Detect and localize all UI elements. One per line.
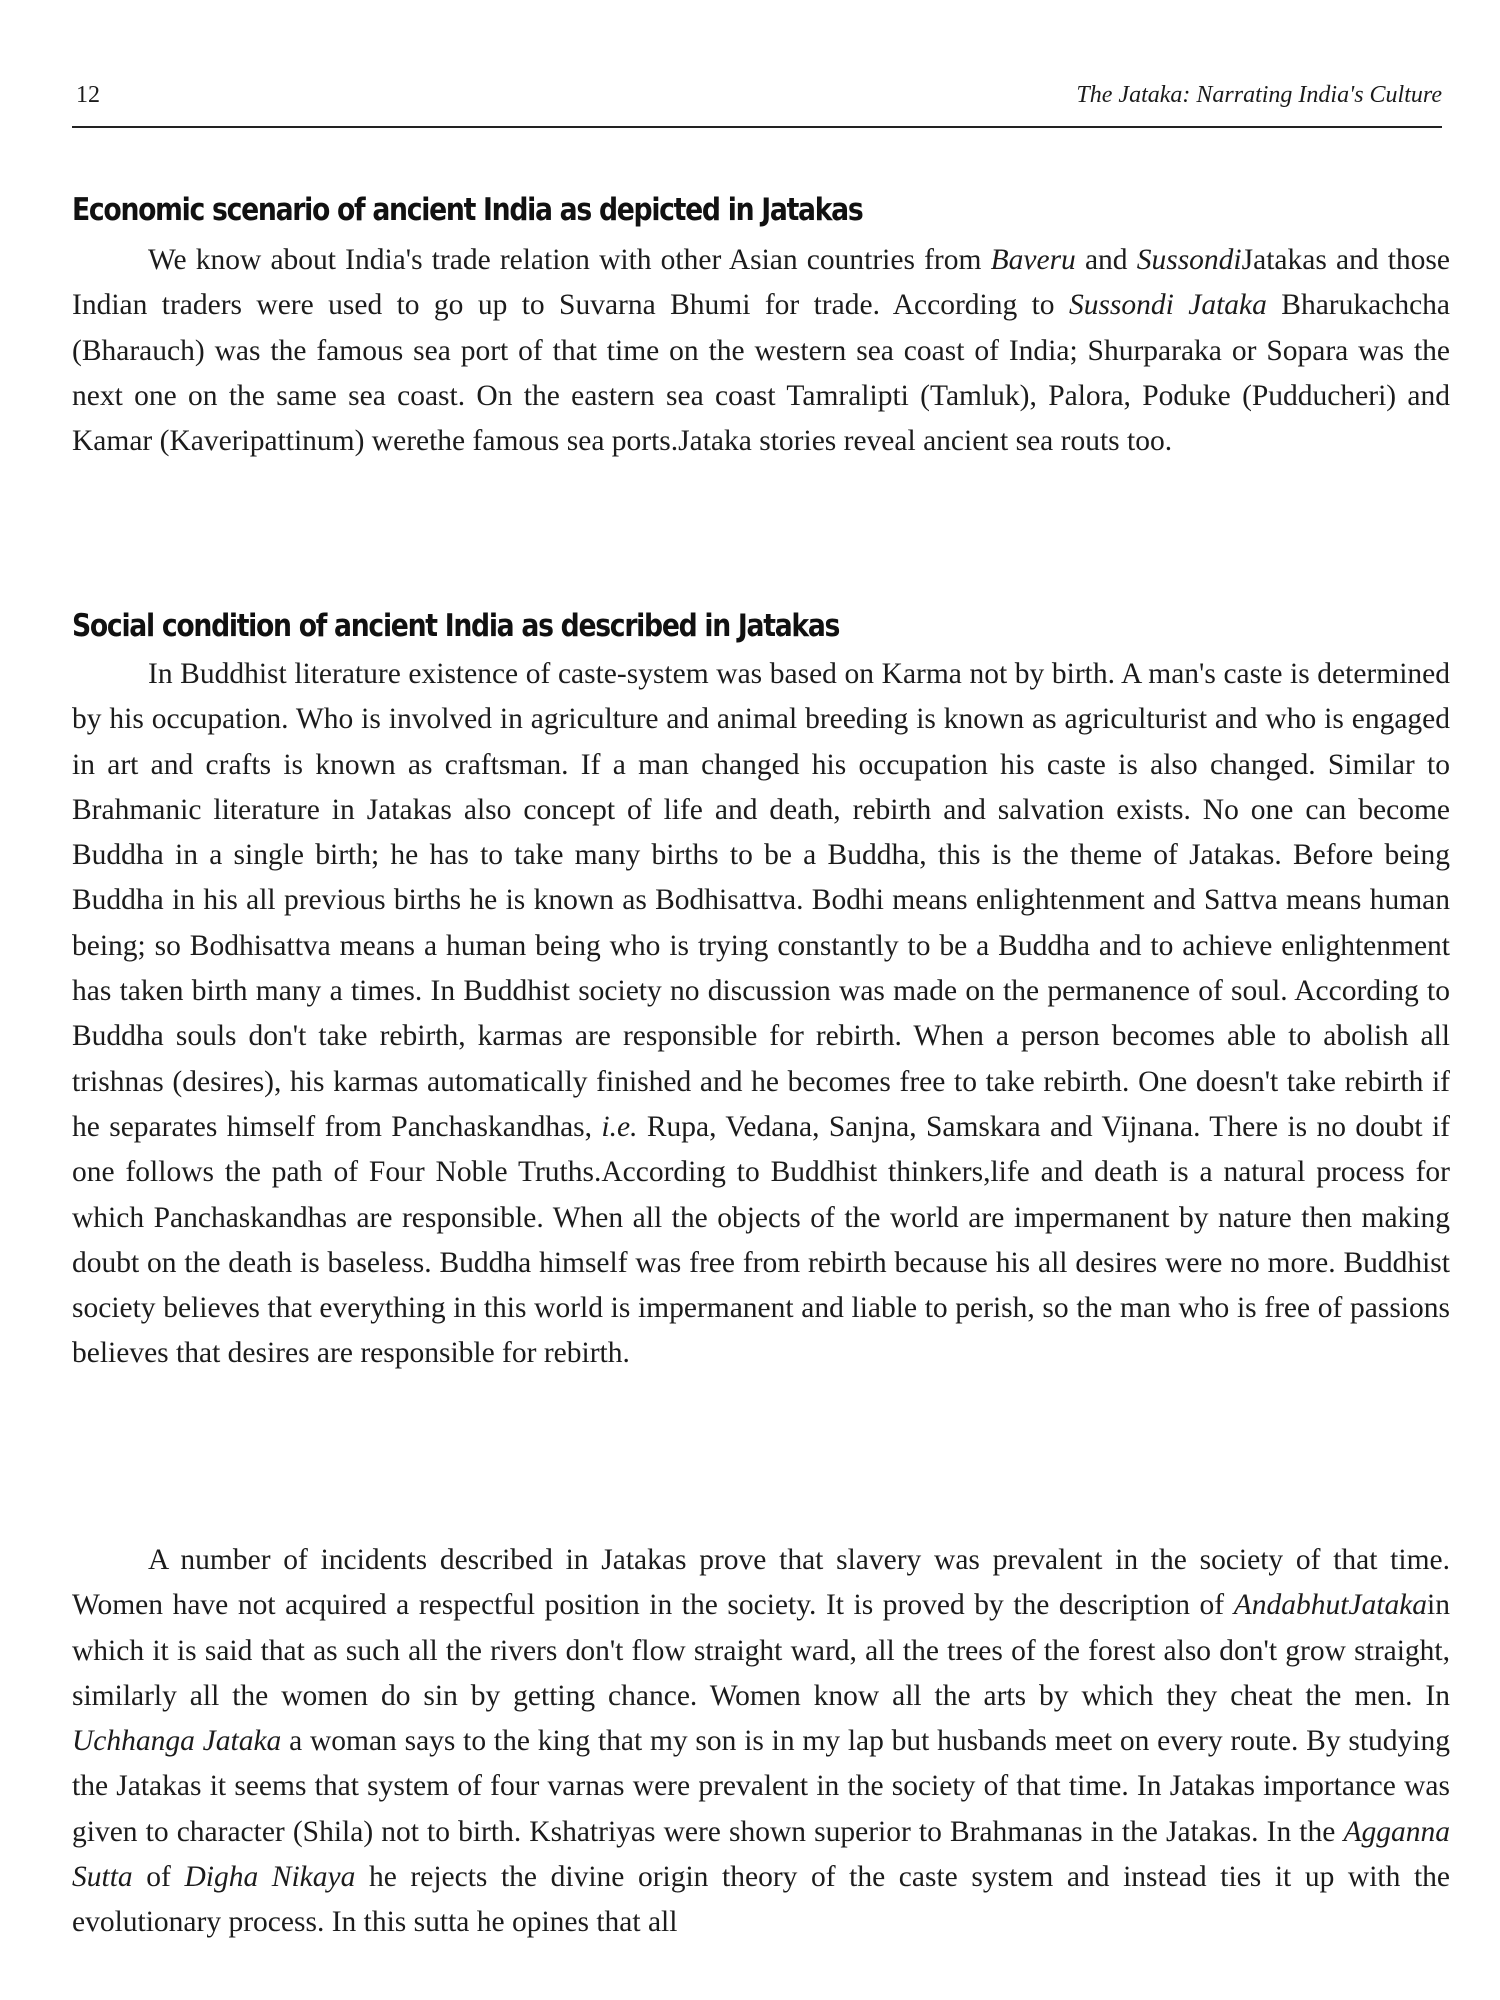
italic-title: AndabhutJataka bbox=[1233, 1589, 1428, 1622]
paragraph-economic bbox=[72, 238, 1450, 464]
section-heading-economic: Economic scenario of ancient India as depicted in Jatakas bbox=[72, 191, 863, 228]
italic-title: Uchhanga Jataka bbox=[72, 1725, 282, 1758]
text-run: a woman says to the king that my son is in my lap but husbands meet on every route. By studying the Jatakas it seems that system of four varnas were prevalent in the society of that time. In Jatakas importance was given to character (Shila) not to birth. Kshatriyas were shown superior to Brahmanas in the Jatakas. In the bbox=[72, 1725, 1450, 1848]
italic-title: Agganna Sutta bbox=[72, 1815, 1450, 1894]
italic-title: Baveru bbox=[990, 244, 1076, 276]
text-run: Jatakas and those Indian traders were used to go up to Suvarna Bhumi for trade. According to bbox=[72, 244, 1451, 322]
paragraph-caste-karma bbox=[72, 652, 1450, 1377]
text-run: In Buddhist literature existence of caste-system was based on Karma not by birth. A man's caste is determined by his occupation. Who is involved in agriculture and animal breeding is known as agriculturist and who is engaged in art and crafts is known as craftsman. If a man changed his occupation his caste is also changed. Similar to Brahmanic literature in Jatakas also concept of life and death, rebirth and salvation exists. No one can become Buddha in a single birth; he has to take many births to be a Buddha, this is the theme of Jatakas. Before being Buddha in his all previous births he is known as Bodhisattva. Bodhi means enlightenment and Sattva means human being; so Bodhisattva means a human being who is trying constantly to be a Buddha and to achieve enlightenment has taken birth many a times. In Buddhist society no discussion was made on the permanence of soul. According to Buddha souls don't take rebirth, karmas are responsible for rebirth. When a person becomes able to abolish all trishnas (desires), his karmas automatically finished and he becomes free to take rebirth. One doesn't take rebirth if he separates himself from Panchaskandhas, bbox=[72, 658, 1450, 1143]
text-run: of bbox=[132, 1861, 185, 1894]
italic-title: Sussondi Jataka bbox=[1068, 289, 1267, 322]
text-run: and bbox=[1075, 244, 1137, 276]
running-title: The Jataka: Narrating India's Culture bbox=[1076, 82, 1442, 108]
text-run: We know about India's trade relation with other Asian countries from bbox=[148, 244, 991, 276]
text-run: A number of incidents described in Jatakas prove that slavery was prevalent in the society of that time. Women have not acquired a respectful position in the society. It is proved by the description of bbox=[72, 1544, 1450, 1622]
italic-title: Digha Nikaya bbox=[184, 1861, 356, 1894]
section-heading-social: Social condition of ancient India as described in Jatakas bbox=[72, 607, 840, 644]
text-run: Bharukachcha (Bharauch) was the famous sea port of that time on the western sea coast of India; Shurparaka or Sopara was the next one on the same sea coast. On the eastern sea coast Tamralipti (Tamluk), Palora, Poduke (Pudducheri) and Kamar (Kaveripattinum) werethe famous sea ports.Jataka stories reveal ancient sea routs too. bbox=[72, 289, 1451, 458]
text-run: in which it is said that as such all the rivers don't flow straight ward, all the trees of the forest also don't grow straight, similarly all the women do sin by getting chance. Women know all the arts by which they cheat the men. In bbox=[72, 1589, 1450, 1712]
running-header bbox=[72, 76, 1442, 128]
text-run: he rejects the divine origin theory of the caste system and instead ties it up with the evolutionary process. In this sutta he opines that all bbox=[72, 1861, 1451, 1939]
italic-abbrev: i.e. bbox=[601, 1110, 638, 1143]
text-run: Rupa, Vedana, Sanjna, Samskara and Vijnana. There is no doubt if one follows the path of Four Noble Truths.According to Buddhist thinkers,life and death is a natural process for which Panchaskandhas are responsible. When all the objects of the world are impermanent by nature then making doubt on the death is baseless. Buddha himself was free from rebirth because his all desires were no more. Buddhist society believes that everything in this world is impermanent and liable to perish, so the man who is free of passions believes that desires are responsible for rebirth. bbox=[72, 1110, 1450, 1370]
paragraph-slavery-women bbox=[72, 1538, 1450, 1946]
italic-title: Sussondi bbox=[1136, 244, 1242, 276]
page-number: 12 bbox=[76, 82, 100, 108]
